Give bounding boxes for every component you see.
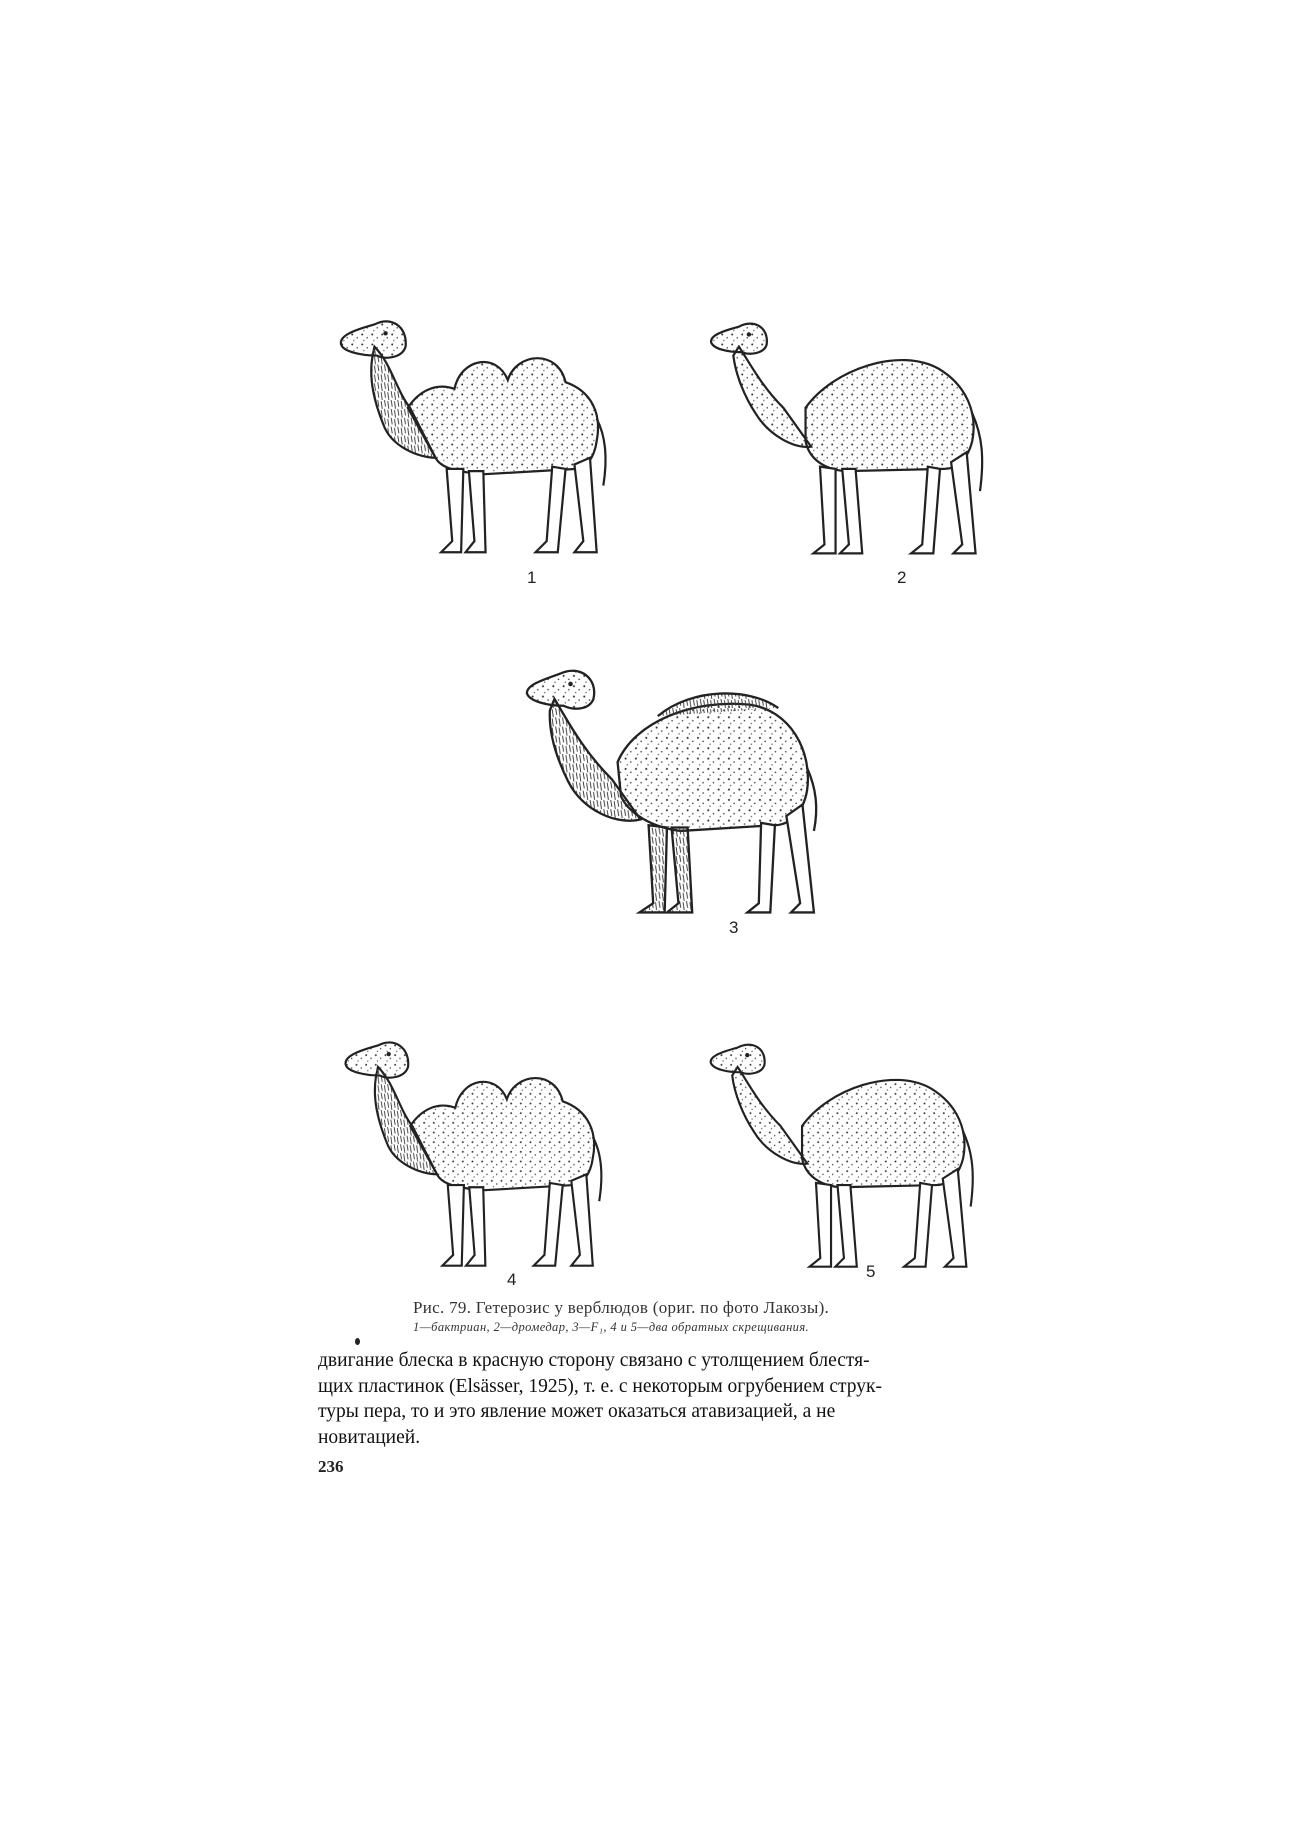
body-line: щих пластинок (Elsässer, 1925), т. е. с некоторым огрубением струк- <box>318 1375 882 1397</box>
figure-number-3: 3 <box>729 918 739 937</box>
dromedary-camel-drawing <box>700 1020 990 1275</box>
bactrian-camel-drawing <box>330 295 630 565</box>
camel-figure-2 <box>700 295 1000 565</box>
dromedary-camel-drawing <box>700 295 1000 565</box>
figure-number-5: 5 <box>866 1262 876 1281</box>
camel-figure-1 <box>330 295 630 565</box>
figure-number-1: 1 <box>527 568 537 587</box>
figure-number-2: 2 <box>897 568 907 587</box>
hybrid-camel-drawing <box>520 650 830 920</box>
body-paragraph <box>318 1348 1008 1450</box>
camel-figure-4 <box>335 1020 625 1275</box>
figure-number-4: 4 <box>507 1270 517 1289</box>
bactrian-camel-drawing <box>335 1020 625 1275</box>
camel-figure-3 <box>520 650 830 920</box>
page-number: 236 <box>318 1457 344 1476</box>
body-line: туры пера, то и это явление может оказаться атавизацией, а не <box>318 1401 836 1422</box>
body-line: двигание блеска в красную сторону связано с утолщением блестя- <box>318 1350 870 1371</box>
figure-caption-title: Рис. 79. Гетерозис у верблюдов (ориг. по фото Лакозы). <box>413 1298 830 1317</box>
camel-figure-5 <box>700 1020 990 1275</box>
figure-caption-legend: 1—бактриан, 2—дромедар, 3—F₁, 4 и 5—два обратных скрещивания. <box>413 1320 810 1334</box>
ink-dot-mark <box>355 1338 360 1345</box>
body-line: новитацией. <box>318 1426 421 1448</box>
